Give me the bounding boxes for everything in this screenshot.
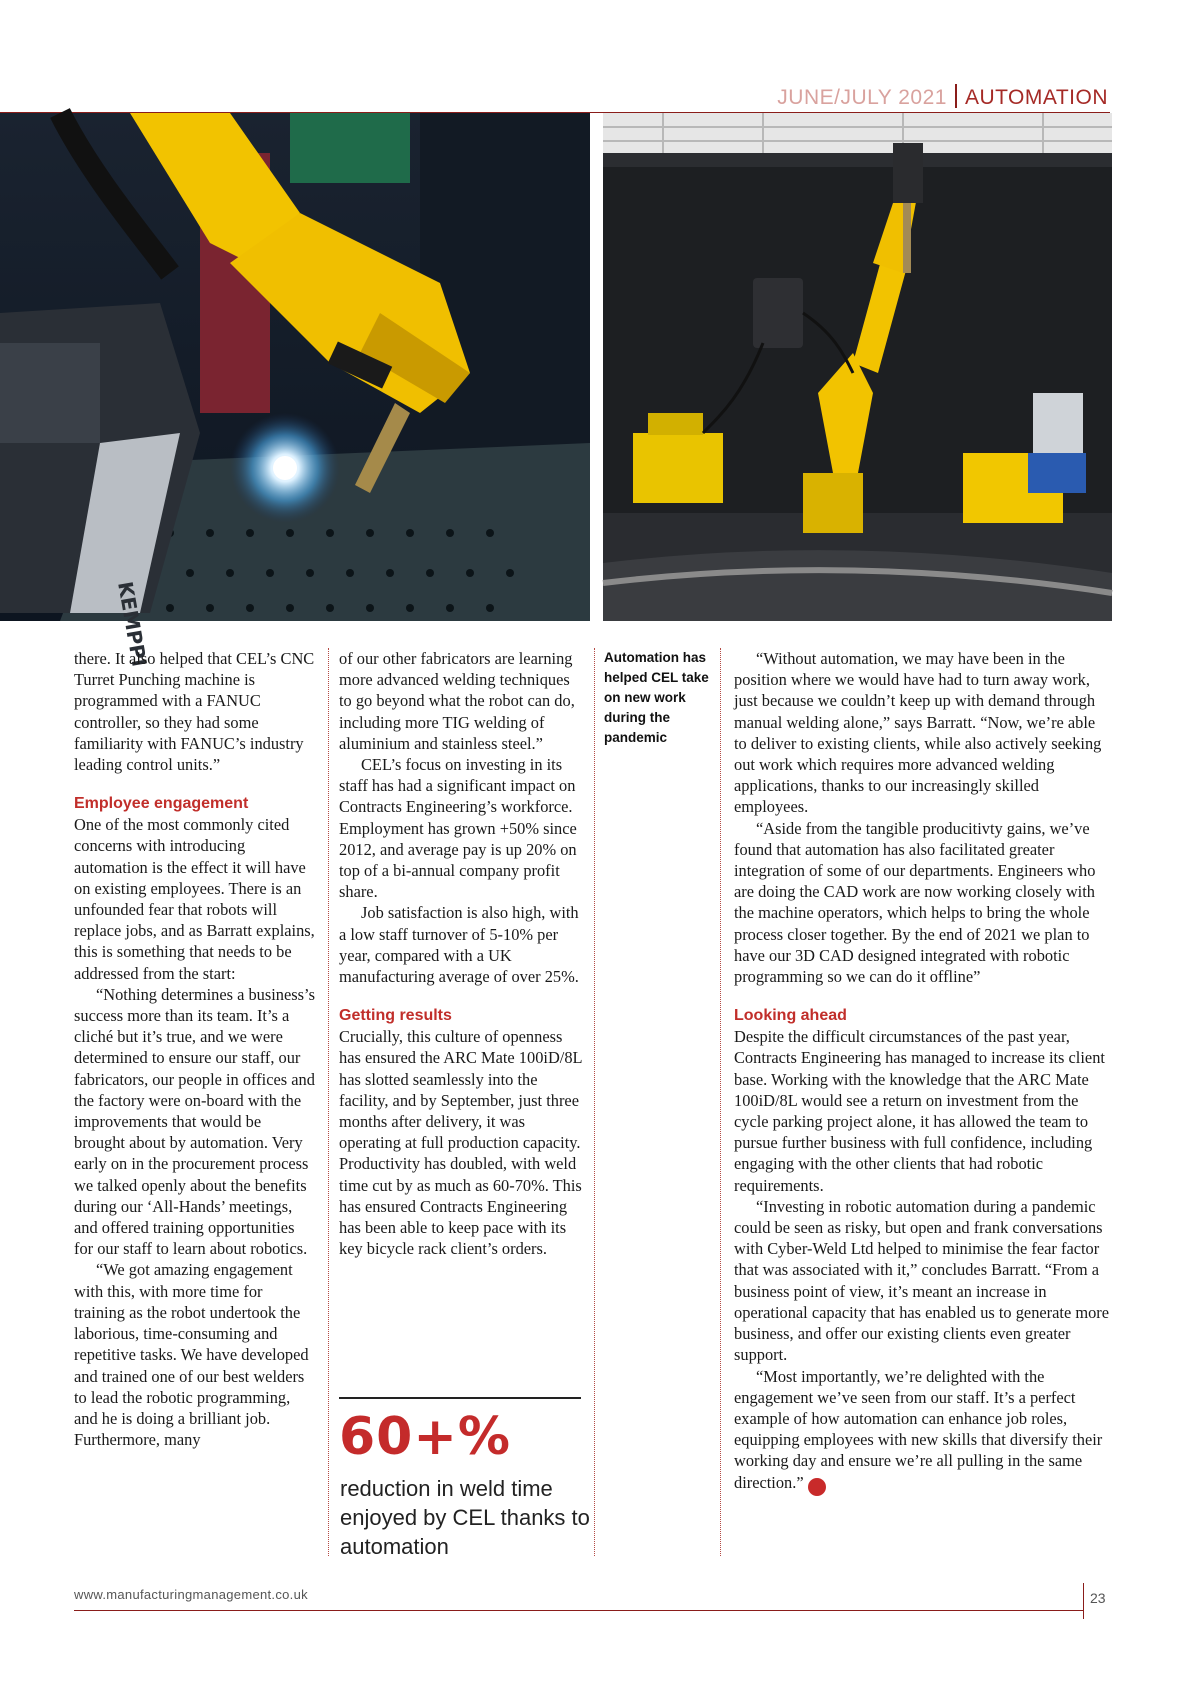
footer-rule xyxy=(74,1610,1084,1611)
welding-robot-photo xyxy=(0,113,590,669)
footer-url: www.manufacturingmanagement.co.uk xyxy=(74,1587,308,1602)
paragraph: One of the most commonly cited concerns with introducing automation is the effect it will have on existing employees. There is an unfounded fear that robots will replace jobs, and as Barratt explains, this is something that needs to be addressed from the start: xyxy=(74,815,315,983)
paragraph: “Without automation, we may have been in the position where we would have had to turn away work, just because we couldn’t keep up with demand through manual welding alone,” says Barratt. “Now, we’re able to deliver to existing clients, while also actively seeking out work which requires more advanced welding applications, thanks to our increasingly skilled employees. xyxy=(734,649,1102,817)
subheading-getting-results: Getting results xyxy=(339,1007,452,1025)
end-of-article-icon: M xyxy=(808,1478,826,1496)
paragraph: “Aside from the tangible producitivty gains, we’ve found that automation has also facilitated greater integration of some of our departments. Engineers who are doing the CAD work are now working closely with the machine operators, which helps to bring the whole process closer together. By the end of 2021 we plan to have our 3D CAD designed integrated with robotic programming so we can do it offline” xyxy=(734,818,1096,987)
header-divider xyxy=(955,84,957,108)
stat-value: 60+% xyxy=(339,1407,512,1467)
paragraph: Crucially, this culture of openness has ensured the ARC Mate 100iD/8L has slotted seamlessly into the facility, and by September, just three months after delivery, it was operating at full production capacity. Productivity has doubled, with weld time cut by as much as 60-70%. This has ensured Contracts Engineering has been able to keep pace with its key bicycle rack client’s orders. xyxy=(339,1027,582,1259)
subheading-looking-ahead: Looking ahead xyxy=(734,1007,847,1025)
subheading-employee-engagement: Employee engagement xyxy=(74,795,249,813)
paragraph: “Investing in robotic automation during a pandemic could be seen as risky, but open and frank conversations with Cyber-Weld Ltd helped to minimise the fear factor that was associated with it,” concludes Barratt. “From a business point of view, it’s meant an increase in operational capacity that has enabled us to generate more business, and offer our existing clients even greater support. xyxy=(734,1196,1109,1365)
paragraph: “We got amazing engagement with this, with more time for training as the robot undertook the laborious, time-consuming and repetitive tasks. We have developed and trained one of our best welders to lead the robotic programming, and he is doing a brilliant job. Furthermore, many xyxy=(74,1260,309,1450)
section-title: AUTOMATION xyxy=(964,86,1108,109)
paragraph: “Nothing determines a business’s success more than its team. It’s a cliché but it’s true, and we were determined to ensure our staff, our fabricators, our people in offices and the factory were on-board with the improvements that would be brought about by automation. Very early on in the procurement process we talked openly about the benefits during our ‘All-Hands’ meetings, and offered training opportunities for our staff to learn about robotics. xyxy=(74,984,315,1259)
paragraph-text: “Most importantly, we’re delighted with the engagement we’ve seen from our staff. It’s a perfect example of how automation can enhance job roles, equipping employees with new skills that diversify their working day and ensure we’re all pulling in the same direction.” xyxy=(734,1366,1103,1492)
column-divider xyxy=(594,648,595,1556)
running-header xyxy=(777,84,1108,110)
stat-rule xyxy=(339,1397,581,1399)
paragraph: of our other fabricators are learning more advanced welding techniques to go beyond what the robot can do, including more TIG welding of aluminium and stainless steel.” xyxy=(339,649,575,753)
stat-description: reduction in weld time enjoyed by CEL thanks to automation xyxy=(340,1476,590,1559)
article-column-1 xyxy=(74,648,316,1450)
paragraph-final xyxy=(734,1366,1112,1496)
paragraph: Despite the difficult circumstances of the past year, Contracts Engineering has managed to increase its client base. Working with the knowledge that the ARC Mate 100iD/8L would see a return on investment from the cycle parking project alone, it has allowed the team to pursue further business with full confidence, including engaging with the other clients that had robotic requirements. xyxy=(734,1027,1105,1195)
footer-divider xyxy=(1083,1583,1084,1619)
paragraph: there. It also helped that CEL’s CNC Turret Punching machine is programmed with a FANUC controller, so they had some familiarity with FANUC’s industry leading control units.” xyxy=(74,649,315,775)
kemppi-logo-text: KEMPPI xyxy=(113,579,152,669)
column-divider xyxy=(720,648,721,1556)
photo-caption: Automation has helped CEL take on new work during the pandemic xyxy=(604,650,709,745)
paragraph: Job satisfaction is also high, with a low staff turnover of 5-10% per year, compared with a UK manufacturing average of over 25%. xyxy=(339,903,579,987)
paragraph: CEL’s focus on investing in its staff has had a significant impact on Contracts Engineering’s workforce. Employment has grown +50% since 2012, and average pay is up 20% on top of a bi-annual company profit share. xyxy=(339,755,577,902)
column-divider xyxy=(328,648,329,1556)
robot-cell-photo xyxy=(603,113,1112,621)
page-number: 23 xyxy=(1090,1590,1106,1606)
issue-date: JUNE/JULY 2021 xyxy=(777,86,947,109)
article-column-3 xyxy=(734,648,1112,1496)
article-column-2 xyxy=(339,648,584,1259)
